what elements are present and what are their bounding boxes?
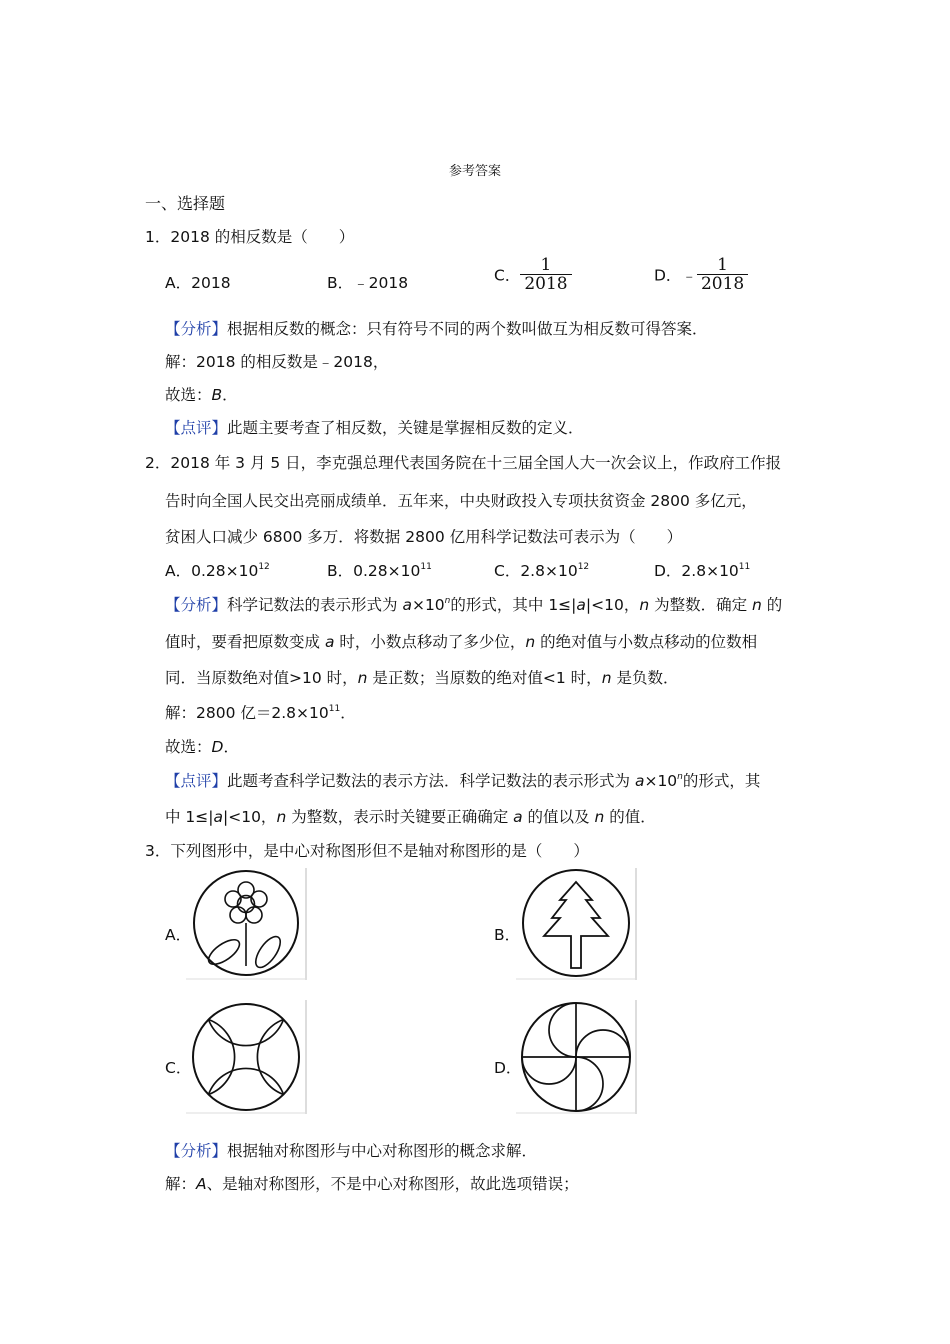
q2-choice-letter: D <box>211 738 224 756</box>
q2-option-a-exponent: 12 <box>258 562 270 572</box>
page-title: 参考答案 <box>448 164 501 179</box>
q2-comment-text: 此题考查科学记数法的表示方法．科学记数法的表示形式为 <box>227 772 635 790</box>
q2-analysis-text: 的绝对值与小数点移动的位数相 <box>535 633 758 651</box>
q1-analysis <box>165 317 708 339</box>
q3-label-b: B． <box>494 926 521 944</box>
q1-analysis-text: 根据相反数的概念：只有符号不同的两个数叫做互为相反数可得答案． <box>227 320 708 338</box>
var-n: n <box>594 808 605 826</box>
q1-comment <box>165 416 584 438</box>
q1-option-c-denominator: 2018 <box>520 274 571 293</box>
q3-figure-a-flower-icon <box>186 868 308 980</box>
var-a: a <box>634 772 645 790</box>
q2-stem-line2: 告时向全国人民交出亮丽成绩单．五年来，中央财政投入专项扶贫资金 2800 多亿元， <box>165 492 757 510</box>
section-heading: 一、选择题 <box>145 194 226 213</box>
q2-option-b-text: B．0.28×10 <box>327 562 421 580</box>
q1-option-b: B．﹣2018 <box>327 274 409 292</box>
q2-analysis-line3 <box>165 666 678 688</box>
q3-analysis-text: 根据轴对称图形与中心对称图形的概念求解． <box>227 1142 538 1160</box>
q3-solution-text: 、是轴对称图形，不是中心对称图形，故此选项错误； <box>206 1175 579 1193</box>
var-n: n <box>752 596 762 614</box>
var-n-exponent: n <box>444 596 451 606</box>
q2-analysis-text: ×10 <box>411 596 445 614</box>
q1-option-a: A．2018 <box>165 274 231 292</box>
q2-solution-exponent: 11 <box>328 704 341 714</box>
q1-option-d-denominator: 2018 <box>697 274 748 293</box>
q2-stem-line1: 2．2018 年 3 月 5 日，李克强总理代表国务院在十三届全国人大一次会议上，作政府工作报 <box>145 454 782 472</box>
q2-analysis-line1 <box>165 593 782 615</box>
q2-stem-line3: 贫困人口减少 6800 多万．将数据 2800 亿用科学记数法可表示为（ ） <box>165 528 683 546</box>
q2-comment-text: 中 1≤| <box>165 808 214 826</box>
q2-choice-prefix: 故选： <box>165 738 212 756</box>
q1-choice-prefix: 故选： <box>165 386 212 404</box>
q2-solution-end: ． <box>340 704 356 722</box>
q2-comment-text: 为整数，表示时关键要正确确定 <box>286 808 514 826</box>
q3-solution-prefix: 解： <box>165 1175 197 1193</box>
var-n: n <box>357 669 368 687</box>
var-a: a <box>213 808 223 826</box>
q2-comment-text: |<10， <box>223 808 277 826</box>
q2-analysis-tag: 【分析】 <box>165 596 228 614</box>
q2-analysis-text: 同．当原数绝对值>10 时， <box>165 669 358 687</box>
q2-comment-line2 <box>165 805 656 827</box>
q2-option-a-text: A．0.28×10 <box>165 562 259 580</box>
q2-comment-text: 的值以及 <box>522 808 595 826</box>
q2-solution <box>165 701 356 723</box>
q3-label-a: A． <box>165 926 192 944</box>
q1-option-d-fraction <box>697 256 748 293</box>
q2-solution-text: 解：2800 亿＝2.8×10 <box>165 704 329 722</box>
q2-choice-suffix: ． <box>223 738 239 756</box>
var-n-exponent: n <box>677 772 683 782</box>
q2-option-d <box>654 559 750 581</box>
q2-comment-tag: 【点评】 <box>165 772 228 790</box>
q1-option-c <box>494 256 572 293</box>
q2-option-b-exponent: 11 <box>420 562 432 572</box>
q3-figure-d-pinwheel-icon <box>516 1000 638 1114</box>
q3-solution-letter: A <box>196 1175 207 1193</box>
var-n: n <box>525 633 536 651</box>
q2-analysis-text: |<10， <box>585 596 640 614</box>
q3-stem: 3．下列图形中，是中心对称图形但不是轴对称图形的是（ ） <box>145 842 589 860</box>
q2-comment-text: 的形式，其 <box>682 772 761 790</box>
q1-choice-letter: B <box>211 386 223 404</box>
q2-comment-text: 的值． <box>604 808 656 826</box>
q2-analysis-text: 为整数．确定 <box>649 596 753 614</box>
q1-analysis-tag: 【分析】 <box>165 320 228 338</box>
q3-label-c: C． <box>165 1059 192 1077</box>
var-a: a <box>576 596 586 614</box>
q2-comment-text: ×10 <box>644 772 678 790</box>
q2-analysis-text: 的形式，其中 1≤| <box>450 596 577 614</box>
q2-option-d-exponent: 11 <box>738 562 751 572</box>
q3-figure-b-tree-icon <box>516 868 638 980</box>
q2-option-c-text: C．2.8×10 <box>494 562 578 580</box>
q2-option-b <box>327 559 432 581</box>
var-a: a <box>402 596 412 614</box>
q1-comment-tag: 【点评】 <box>165 419 228 437</box>
q1-option-c-numerator: 1 <box>540 255 552 275</box>
q1-option-d-sign: ﹣ <box>681 266 697 285</box>
q1-stem: 1．2018 的相反数是（ ） <box>145 228 355 246</box>
q2-analysis-text: 是正数；当原数的绝对值<1 时， <box>367 669 602 687</box>
q1-choice <box>165 383 238 405</box>
q1-solution: 解：2018 的相反数是﹣2018， <box>165 353 389 371</box>
q2-choice <box>165 735 239 757</box>
q3-label-d: D． <box>494 1059 522 1077</box>
var-n: n <box>639 596 650 614</box>
q2-analysis-line2 <box>165 630 757 652</box>
var-n: n <box>601 669 612 687</box>
q2-analysis-text: 是负数． <box>611 669 679 687</box>
q2-analysis-text: 时，小数点移动了多少位， <box>334 633 526 651</box>
q1-comment-text: 此题主要考查了相反数，关键是掌握相反数的定义． <box>227 419 584 437</box>
q2-option-d-text: D．2.8×10 <box>654 562 739 580</box>
q1-option-d-numerator: 1 <box>717 255 728 275</box>
q2-option-a <box>165 559 270 581</box>
q1-option-c-label: C． <box>494 266 521 285</box>
q2-option-c <box>494 559 589 581</box>
q3-analysis <box>165 1139 537 1161</box>
var-a: a <box>513 808 523 826</box>
q3-solution <box>165 1172 579 1194</box>
var-a: a <box>324 633 335 651</box>
q1-option-d-label: D． <box>654 266 682 285</box>
q2-option-c-exponent: 12 <box>577 562 590 572</box>
q1-option-c-fraction <box>520 256 571 293</box>
q2-analysis-text: 值时，要看把原数变成 <box>165 633 325 651</box>
q2-comment-line1 <box>165 769 760 791</box>
var-n: n <box>276 808 287 826</box>
q1-option-d <box>654 256 748 293</box>
q3-analysis-tag: 【分析】 <box>165 1142 228 1160</box>
q3-figure-c-coin-icon <box>186 1000 308 1114</box>
q2-analysis-text: 科学记数法的表示形式为 <box>227 596 403 614</box>
q1-choice-suffix: ． <box>222 386 238 404</box>
q2-analysis-text: 的 <box>761 596 783 614</box>
